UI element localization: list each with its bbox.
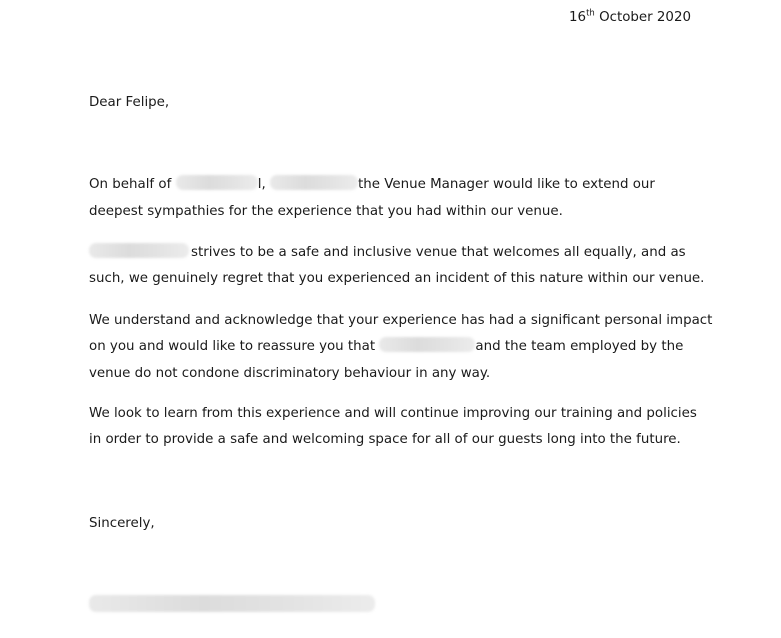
redacted-signature-line [89,598,375,613]
paragraph-4-line-2: in order to provide a safe and welcoming space for all of our guests long into the future. [89,432,681,447]
redacted-manager-name [270,175,358,190]
redacted-venue-name [89,243,189,258]
paragraph-4-line-1: We look to learn from this experience and will continue improving our training and policies [89,406,697,421]
redacted-venue-name [379,337,475,352]
paragraph-3-line-3: venue do not condone discriminatory behaviour in any way. [89,366,491,381]
paragraph-1-line-1: On behalf of I, the Venue Manager would like to extend our [89,177,655,192]
letter-date: 16th October 2020 [569,8,691,25]
paragraph-3-line-1: We understand and acknowledge that your experience has had a significant personal impact [89,313,713,328]
paragraph-2-line-1: strives to be a safe and inclusive venue that welcomes all equally, and as [89,245,686,260]
redacted-venue-name [176,175,258,190]
salutation: Dear Felipe, [89,95,170,110]
paragraph-3-line-2: on you and would like to reassure you that and the team employed by the [89,339,684,354]
paragraph-2-line-2: such, we genuinely regret that you experienced an incident of this nature within our venue. [89,271,705,286]
redacted-signature [89,595,375,612]
paragraph-1-line-2: deepest sympathies for the experience that you had within our venue. [89,204,563,219]
closing: Sincerely, [89,516,155,531]
